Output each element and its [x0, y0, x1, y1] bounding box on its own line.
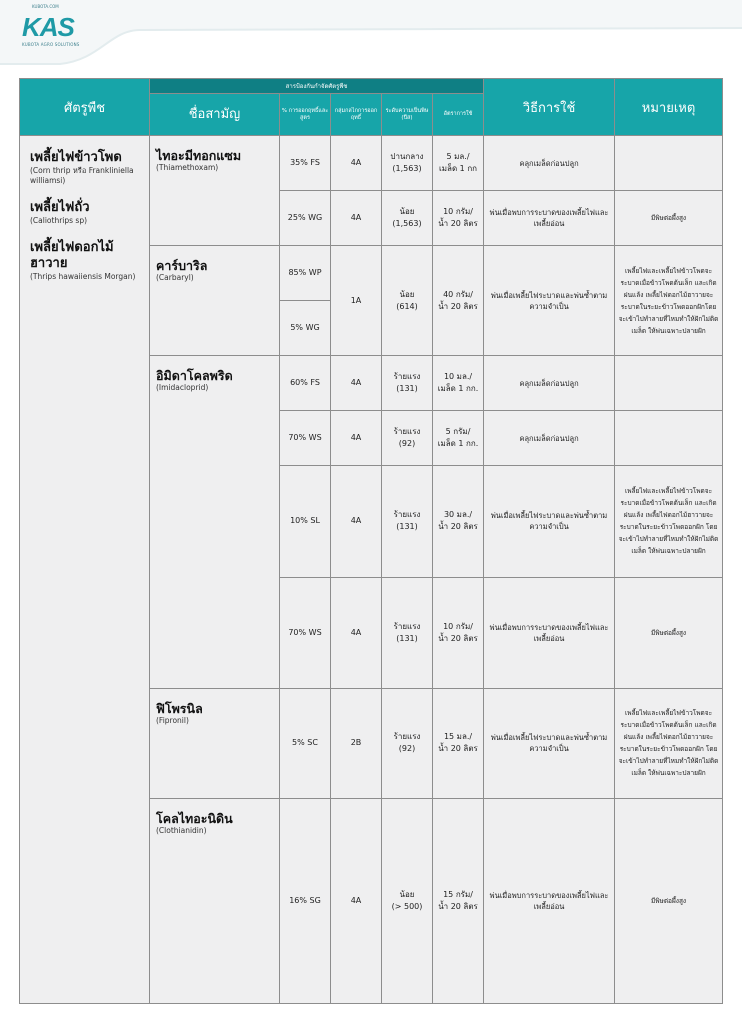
cell-remark: เพลี้ยไฟและเพลี้ยไฟข้าวโพดจะระบาดเมื่อข้าวโพดต้นเล็ก และเกิดฝนแล้ง เพลี้ยไฟดอกไม้ฮาวายจะระบาดในระยะข้าวโพดออกฝัก โดยจะเข้าไปทำลายที่ไหมทำให้ฝักไม่ติดเมล็ด ให้พ่นเฉพาะปลายฝัก	[615, 466, 723, 577]
chemical-name-thai: โคลไทอะนิดิน	[156, 810, 233, 826]
cell-method: คลุกเมล็ดก่อนปลูก	[484, 136, 615, 191]
cell-rate: 5 กรัม/ เมล็ด 1 กก.	[433, 411, 484, 466]
chemical-name	[150, 356, 280, 688]
chemical-name-thai: อิมิดาโคลพริด	[156, 368, 233, 384]
chemical-name	[150, 246, 280, 356]
chemical-name-english: (Clothianidin)	[156, 825, 207, 835]
header-group: สารป้องกันกำจัดศัตรูพืช	[150, 79, 484, 94]
chemical-name-thai: ไทอะมีทอกแซม	[156, 148, 242, 163]
table-row	[20, 136, 723, 191]
cell-method: คลุกเมล็ดก่อนปลูก	[484, 356, 615, 411]
header-remark: หมายเหตุ	[615, 79, 723, 136]
cell-moa: 4A	[331, 798, 382, 1003]
cell-method: พ่นเมื่อเพลี้ยไฟระบาดและพ่นซ้ำตามความจำเป็น	[484, 246, 615, 356]
pest-list	[20, 136, 150, 1004]
cell-moa: 4A	[331, 191, 382, 246]
header-banner	[0, 0, 742, 70]
pesticide-table	[19, 78, 723, 1004]
cell-method: พ่นเมื่อเพลี้ยไฟระบาดและพ่นซ้ำตามความจำเป็น	[484, 466, 615, 577]
chemical-name	[150, 798, 280, 1003]
chemical-name-english: (Fipronil)	[156, 715, 189, 725]
cell-percent: 35% FS	[280, 136, 331, 191]
cell-moa: 4A	[331, 136, 382, 191]
cell-remark: มีพิษต่อผึ้งสูง	[615, 798, 723, 1003]
cell-rate: 15 กรัม/ น้ำ 20 ลิตร	[433, 798, 484, 1003]
pest-scientific-name: (Corn thrip หรือ Frankliniella williamsi)	[30, 166, 134, 185]
cell-toxicity: ร้ายแรง (92)	[382, 688, 433, 798]
cell-toxicity: ร้ายแรง (92)	[382, 411, 433, 466]
kas-logo	[22, 12, 82, 52]
header-moa: กลุ่มกลไกการออกฤทธิ์	[331, 94, 382, 136]
header-percent: % การออกฤทธิ์และสูตร	[280, 94, 331, 136]
cell-toxicity: น้อย (614)	[382, 246, 433, 356]
cell-rate: 15 มล./ น้ำ 20 ลิตร	[433, 688, 484, 798]
header-common-name: ชื่อสามัญ	[150, 94, 280, 136]
cell-moa: 1A	[331, 246, 382, 356]
header-swoosh	[0, 0, 742, 70]
cell-percent: 5% SC	[280, 688, 331, 798]
cell-remark: มีพิษต่อผึ้งสูง	[615, 577, 723, 688]
chemical-name	[150, 688, 280, 798]
cell-method: พ่นเมื่อเพลี้ยไฟระบาดและพ่นซ้ำตามความจำเป็น	[484, 688, 615, 798]
pest-scientific-name: (Caliothrips sp)	[30, 216, 88, 225]
cell-method: พ่นเมื่อพบการระบาดของเพลี้ยไฟและเพลี้ยอ่อน	[484, 577, 615, 688]
pest-item	[30, 240, 143, 282]
logo-subtitle: KUBOTA AGRO SOLUTIONS	[22, 42, 80, 47]
pest-name: เพลี้ยไฟถั่ว	[30, 200, 90, 215]
cell-moa: 4A	[331, 356, 382, 411]
pest-name: เพลี้ยไฟข้าวโพด	[30, 150, 122, 165]
header-method: วิธีการใช้	[484, 79, 615, 136]
cell-percent: 70% WS	[280, 577, 331, 688]
cell-remark: เพลี้ยไฟและเพลี้ยไฟข้าวโพดจะระบาดเมื่อข้าวโพดต้นเล็ก และเกิดฝนแล้ง เพลี้ยไฟดอกไม้ฮาวายจะระบาดในระยะข้าวโพดออกฝัก โดยจะเข้าไปทำลายที่ไหมทำให้ฝักไม่ติดเมล็ด ให้พ่นเฉพาะปลายฝัก	[615, 688, 723, 798]
cell-percent: 70% WS	[280, 411, 331, 466]
cell-toxicity: ร้ายแรง (131)	[382, 466, 433, 577]
chemical-name	[150, 136, 280, 246]
logo-top-text: KUBOTA.COM	[32, 4, 59, 9]
cell-rate: 10 กรัม/ น้ำ 20 ลิตร	[433, 577, 484, 688]
pest-scientific-name: (Thrips hawaiiensis Morgan)	[30, 272, 136, 281]
cell-remark: มีพิษต่อผึ้งสูง	[615, 191, 723, 246]
cell-rate: 30 มล./ น้ำ 20 ลิตร	[433, 466, 484, 577]
cell-moa: 4A	[331, 466, 382, 577]
header-rate: อัตราการใช้	[433, 94, 484, 136]
cell-rate: 10 กรัม/ น้ำ 20 ลิตร	[433, 191, 484, 246]
cell-remark	[615, 356, 723, 411]
cell-percent: 16% SG	[280, 798, 331, 1003]
cell-remark: เพลี้ยไฟและเพลี้ยไฟข้าวโพดจะระบาดเมื่อข้าวโพดต้นเล็ก และเกิดฝนแล้ง เพลี้ยไฟดอกไม้ฮาวายจะระบาดในระยะข้าวโพดออกฝักโดยจะเข้าไปทำลายที่ไหมทำให้ฝักไม่ติดเมล็ด ให้พ่นเฉพาะปลายฝัก	[615, 246, 723, 356]
chemical-name-english: (Carbaryl)	[156, 273, 194, 283]
cell-method: พ่นเมื่อพบการระบาดของเพลี้ยไฟและเพลี้ยอ่อน	[484, 191, 615, 246]
cell-percent: 60% FS	[280, 356, 331, 411]
cell-moa: 4A	[331, 411, 382, 466]
cell-toxicity: น้อย (> 500)	[382, 798, 433, 1003]
header-toxicity: ระดับความเป็นพิษ (ปีส)	[382, 94, 433, 136]
cell-moa: 2B	[331, 688, 382, 798]
cell-rate: 40 กรัม/ น้ำ 20 ลิตร	[433, 246, 484, 356]
pest-item	[30, 150, 143, 186]
cell-toxicity: ร้ายแรง (131)	[382, 577, 433, 688]
header-row-1	[20, 79, 723, 94]
cell-percent: 5% WG	[280, 301, 331, 356]
cell-method: คลุกเมล็ดก่อนปลูก	[484, 411, 615, 466]
cell-toxicity: น้อย (1,563)	[382, 191, 433, 246]
cell-percent: 25% WG	[280, 191, 331, 246]
header-pest: ศัตรูพืช	[20, 79, 150, 136]
pest-item	[30, 200, 143, 226]
cell-remark	[615, 136, 723, 191]
cell-toxicity: ปานกลาง (1,563)	[382, 136, 433, 191]
cell-percent: 10% SL	[280, 466, 331, 577]
cell-rate: 5 มล./ เมล็ด 1 กก	[433, 136, 484, 191]
chemical-name-english: (Imidacloprid)	[156, 383, 209, 393]
chemical-name-thai: คาร์บาริล	[156, 258, 208, 274]
pest-name: เพลี้ยไฟดอกไม้ฮาวาย	[30, 240, 114, 271]
cell-method: พ่นเมื่อพบการระบาดของเพลี้ยไฟและเพลี้ยอ่อน	[484, 798, 615, 1003]
cell-rate: 10 มล./ เมล็ด 1 กก.	[433, 356, 484, 411]
cell-toxicity: ร้ายแรง (131)	[382, 356, 433, 411]
cell-remark	[615, 411, 723, 466]
logo-text: KAS	[22, 12, 74, 42]
cell-percent: 85% WP	[280, 246, 331, 301]
chemical-name-english: (Thiamethoxam)	[156, 163, 219, 172]
chemical-name-thai: ฟิโพรนิล	[156, 700, 203, 716]
cell-moa: 4A	[331, 577, 382, 688]
